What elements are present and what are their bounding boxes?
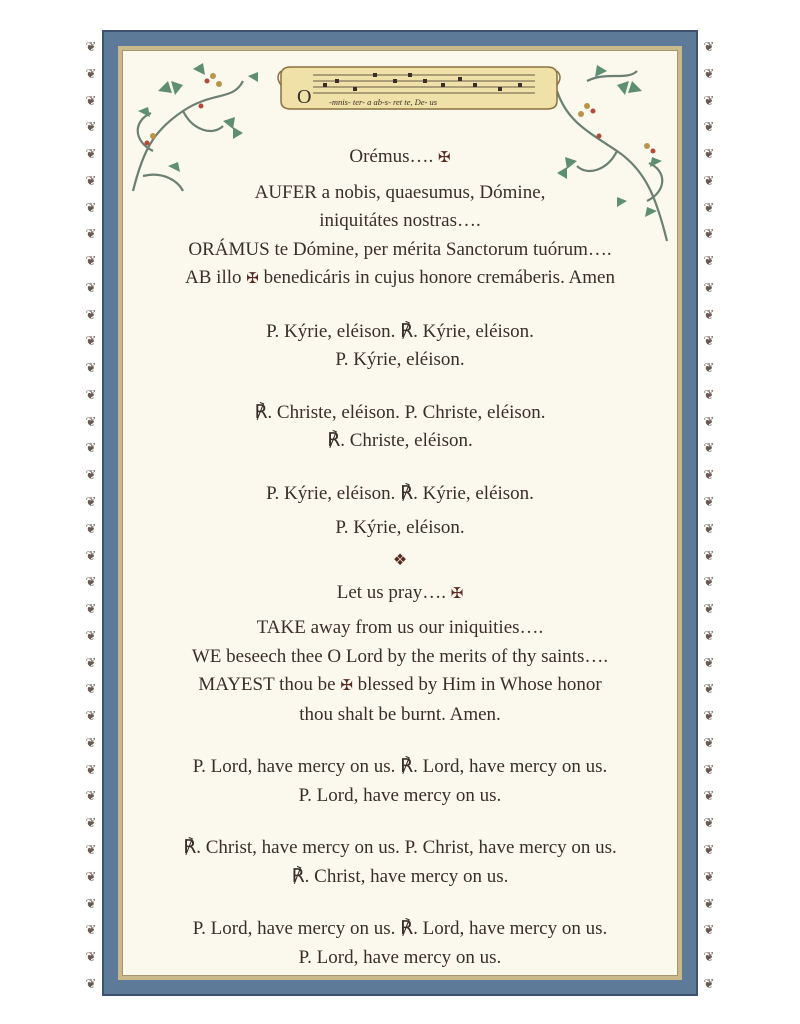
svg-text:-mnis- ter- a ab-s- ret te, De: -mnis- ter- a ab-s- ret te, De- us: [329, 97, 438, 107]
side-ornament-icon: ❦: [85, 681, 97, 697]
side-ornament-icon: ❦: [703, 654, 715, 670]
side-ornament-icon: ❦: [85, 226, 97, 242]
side-ornament-icon: ❦: [703, 39, 715, 54]
lord-line: P. Lord, have mercy on us. ℟. Lord, have mercy on us.: [192, 918, 608, 939]
side-ornament-icon: ❦: [85, 333, 97, 349]
side-ornament-icon: ❦: [85, 547, 97, 563]
side-ornament-icon: ❦: [703, 226, 715, 242]
christe-line: ℟. Christe, eléison.: [327, 430, 473, 451]
side-ornament-icon: ❦: [703, 922, 715, 938]
side-ornament-icon: ❦: [703, 92, 715, 108]
side-ornament-icon: ❦: [703, 788, 715, 804]
right-ornament-border: [702, 40, 716, 990]
side-ornament-icon: ❦: [85, 494, 97, 510]
side-ornament-icon: ❦: [703, 467, 715, 483]
side-ornament-icon: ❦: [85, 119, 97, 135]
side-ornament-icon: ❦: [703, 734, 715, 750]
side-ornament-icon: ❦: [703, 681, 715, 697]
side-ornament-icon: ❦: [703, 199, 715, 215]
side-ornament-icon: ❦: [703, 815, 715, 831]
svg-text:O: O: [297, 86, 312, 108]
side-ornament-icon: ❦: [85, 39, 97, 54]
side-ornament-icon: ❦: [85, 868, 97, 884]
side-ornament-icon: ❦: [703, 172, 715, 188]
english-line: MAYEST thou be ✠ blessed by Him in Whose honor: [198, 674, 602, 695]
gold-border: [118, 46, 682, 980]
side-ornament-icon: ❦: [703, 119, 715, 135]
side-ornament-icon: ❦: [703, 520, 715, 536]
side-ornament-icon: ❦: [85, 413, 97, 429]
english-line: WE beseech thee O Lord by the merits of thy saints….: [191, 645, 609, 667]
side-ornament-icon: ❦: [703, 895, 715, 911]
latin-line: iniquitátes nostras….: [319, 210, 481, 231]
chant-staff-icon: [273, 57, 565, 117]
side-ornament-icon: ❦: [85, 761, 97, 777]
christe-line: ℟. Christe, eléison. P. Christe, eléison.: [254, 401, 546, 423]
side-ornament-icon: ❦: [703, 868, 715, 884]
side-ornament-icon: ❦: [85, 199, 97, 215]
english-line: thou shalt be burnt. Amen.: [299, 703, 501, 725]
oremus-line: Orémus…. ✠: [349, 146, 451, 167]
side-ornament-icon: ❦: [703, 440, 715, 456]
side-ornament-icon: ❦: [703, 547, 715, 563]
side-ornament-icon: ❦: [703, 279, 715, 295]
side-ornament-icon: ❦: [703, 494, 715, 510]
side-ornament-icon: ❦: [85, 360, 97, 376]
side-ornament-icon: ❦: [85, 146, 97, 162]
side-ornament-icon: ❦: [85, 92, 97, 108]
prayer-text: [123, 143, 677, 972]
side-ornament-icon: ❦: [85, 253, 97, 269]
lord-line: P. Lord, have mercy on us.: [298, 946, 502, 968]
latin-line: AB illo ✠ benedicáris in cujus honore cremáberis. Amen: [185, 267, 615, 288]
cross-icon: ✠: [438, 150, 451, 166]
christ-line: ℟. Christ, have mercy on us. P. Christ, have mercy on us.: [183, 837, 617, 858]
diamond-divider-icon: ❖: [392, 551, 408, 569]
side-ornament-icon: ❦: [703, 708, 715, 724]
kyrie-line: P. Kýrie, eléison.: [335, 349, 465, 370]
side-ornament-icon: ❦: [85, 734, 97, 750]
card-paper: [122, 50, 678, 976]
side-ornament-icon: ❦: [85, 895, 97, 911]
cross-icon: ✠: [450, 585, 464, 602]
latin-line: AUFER a nobis, quaesumus, Dómine,: [254, 181, 546, 203]
side-ornament-icon: ❦: [85, 574, 97, 590]
side-ornament-icon: ❦: [85, 949, 97, 965]
side-ornament-icon: ❦: [85, 627, 97, 643]
kyrie-line: P. Kýrie, eléison.: [335, 517, 465, 538]
side-ornament-icon: ❦: [85, 467, 97, 483]
side-ornament-icon: ❦: [703, 761, 715, 777]
side-ornament-icon: ❦: [85, 975, 97, 991]
christ-line: ℟. Christ, have mercy on us.: [291, 865, 509, 887]
lord-line: P. Lord, have mercy on us.: [298, 784, 502, 806]
side-ornament-icon: ❦: [703, 413, 715, 429]
kyrie-line: P. Kýrie, eléison. ℟. Kýrie, eléison.: [266, 320, 534, 342]
lord-line: P. Lord, have mercy on us. ℟. Lord, have mercy on us.: [192, 756, 608, 777]
side-ornament-icon: ❦: [85, 172, 97, 188]
side-ornament-icon: ❦: [85, 386, 97, 402]
side-ornament-icon: ❦: [703, 65, 715, 81]
side-ornament-icon: ❦: [703, 306, 715, 322]
chant-scroll: [273, 57, 565, 117]
side-ornament-icon: ❦: [703, 360, 715, 376]
side-ornament-icon: ❦: [85, 65, 97, 81]
left-ornament-border: [84, 40, 98, 990]
pray-line: Let us pray…. ✠: [336, 581, 464, 603]
side-ornament-icon: ❦: [703, 386, 715, 402]
latin-line: ORÁMUS te Dómine, per mérita Sanctorum tuórum….: [188, 238, 612, 260]
cross-icon: ✠: [246, 271, 259, 287]
side-ornament-icon: ❦: [703, 333, 715, 349]
side-ornament-icon: ❦: [85, 601, 97, 617]
side-ornament-icon: ❦: [85, 841, 97, 857]
side-ornament-icon: ❦: [85, 654, 97, 670]
side-ornament-icon: ❦: [703, 146, 715, 162]
side-ornament-icon: ❦: [703, 627, 715, 643]
prayer-card: [102, 30, 698, 996]
english-line: TAKE away from us our iniquities….: [256, 617, 544, 638]
side-ornament-icon: ❦: [85, 520, 97, 536]
side-ornament-icon: ❦: [85, 922, 97, 938]
side-ornament-icon: ❦: [703, 601, 715, 617]
side-ornament-icon: ❦: [85, 708, 97, 724]
side-ornament-icon: ❦: [703, 841, 715, 857]
side-ornament-icon: ❦: [85, 788, 97, 804]
side-ornament-icon: ❦: [703, 253, 715, 269]
cross-icon: ✠: [340, 678, 353, 694]
side-ornament-icon: ❦: [703, 975, 715, 991]
side-ornament-icon: ❦: [703, 949, 715, 965]
side-ornament-icon: ❦: [85, 306, 97, 322]
kyrie-line: P. Kýrie, eléison. ℟. Kýrie, eléison.: [266, 482, 534, 504]
side-ornament-icon: ❦: [85, 440, 97, 456]
side-ornament-icon: ❦: [85, 279, 97, 295]
side-ornament-icon: ❦: [703, 574, 715, 590]
side-ornament-icon: ❦: [85, 815, 97, 831]
